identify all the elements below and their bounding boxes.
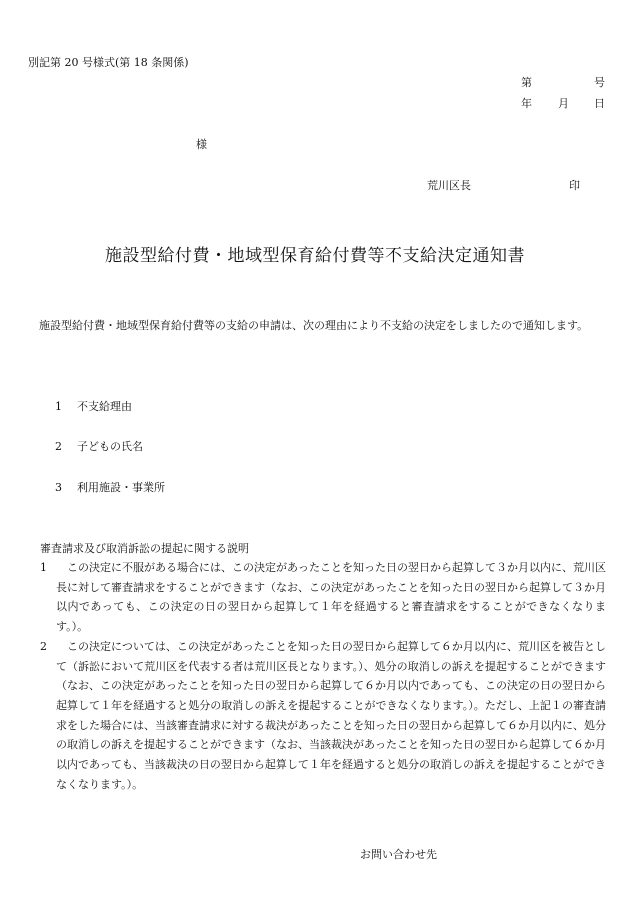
notice-body: 施設型給付費・地域型保育給付費等の支給の申請は、次の理由により不支給の決定をしましたので通知します。 [39,319,589,332]
addressee-honorific: 様 [196,138,207,151]
explanation-heading: 審査請求及び取消訴訟の提起に関する説明 [40,542,249,555]
explanation-text: この決定に不服がある場合には、この決定があったことを知った日の翌日から起算して３か月以内に、荒川区長に対して審査請求をすることができます（なお、この決定があったことを知った日の翌日から起算して３か月以内であっても、この決定の日の翌日から起算して１年を経過すると審査請求をすることができなくなります。）。 [56,561,606,634]
document-number-prefix: 第 [521,76,532,89]
item-number: 1 [55,400,62,413]
explanation-list [40,558,606,794]
explanation-entry [40,558,606,637]
item-facility [55,479,165,495]
explanation-text: この決定については、この決定があったことを知った日の翌日から起算して６か月以内に、荒川区を被告として（訴訟において荒川区を代表する者は荒川区長となります。）、処分の取消しの訴えを提起することができます（なお、この決定があったことを知った日の翌日から起算して６か月以内であっても、この決定の日の翌日から起算して１年を経過すると処分の取消しの訴えを提起することができなくなります。）。ただし、上記１の審査請求をした場合には、当該審査請求に対する裁決があったことを知った日の翌日から起算して６か月以内に、処分の取消しの訴えを提起することができます（なお、当該裁決があったことを知った日の翌日から起算して６か月以内であっても、当該裁決の日の翌日から起算して１年を経過すると処分の取消しの訴えを提起することができなくなります。）。 [56,639,606,791]
date-year-label: 年 [521,97,532,110]
document-title: 施設型給付費・地域型保育給付費等不支給決定通知書 [105,246,525,266]
explanation-number: 2 [40,639,47,653]
date-day-label: 日 [594,97,605,110]
form-number: 別記第 20 号様式(第 18 条関係) [28,56,189,69]
seal-mark: 印 [569,179,580,192]
item-label: 子どもの氏名 [77,440,143,453]
item-number: 2 [55,440,62,453]
explanation-number: 1 [40,561,47,574]
item-label: 利用施設・事業所 [77,481,165,494]
document-number-suffix: 号 [594,76,605,89]
explanation-entry [40,637,606,795]
contact-label: お問い合わせ先 [360,848,437,861]
item-rejection-reason [55,398,132,414]
issuer-name: 荒川区長 [427,179,471,192]
item-number: 3 [55,481,62,494]
item-child-name [55,438,143,454]
item-label: 不支給理由 [77,400,132,413]
date-month-label: 月 [558,97,569,110]
